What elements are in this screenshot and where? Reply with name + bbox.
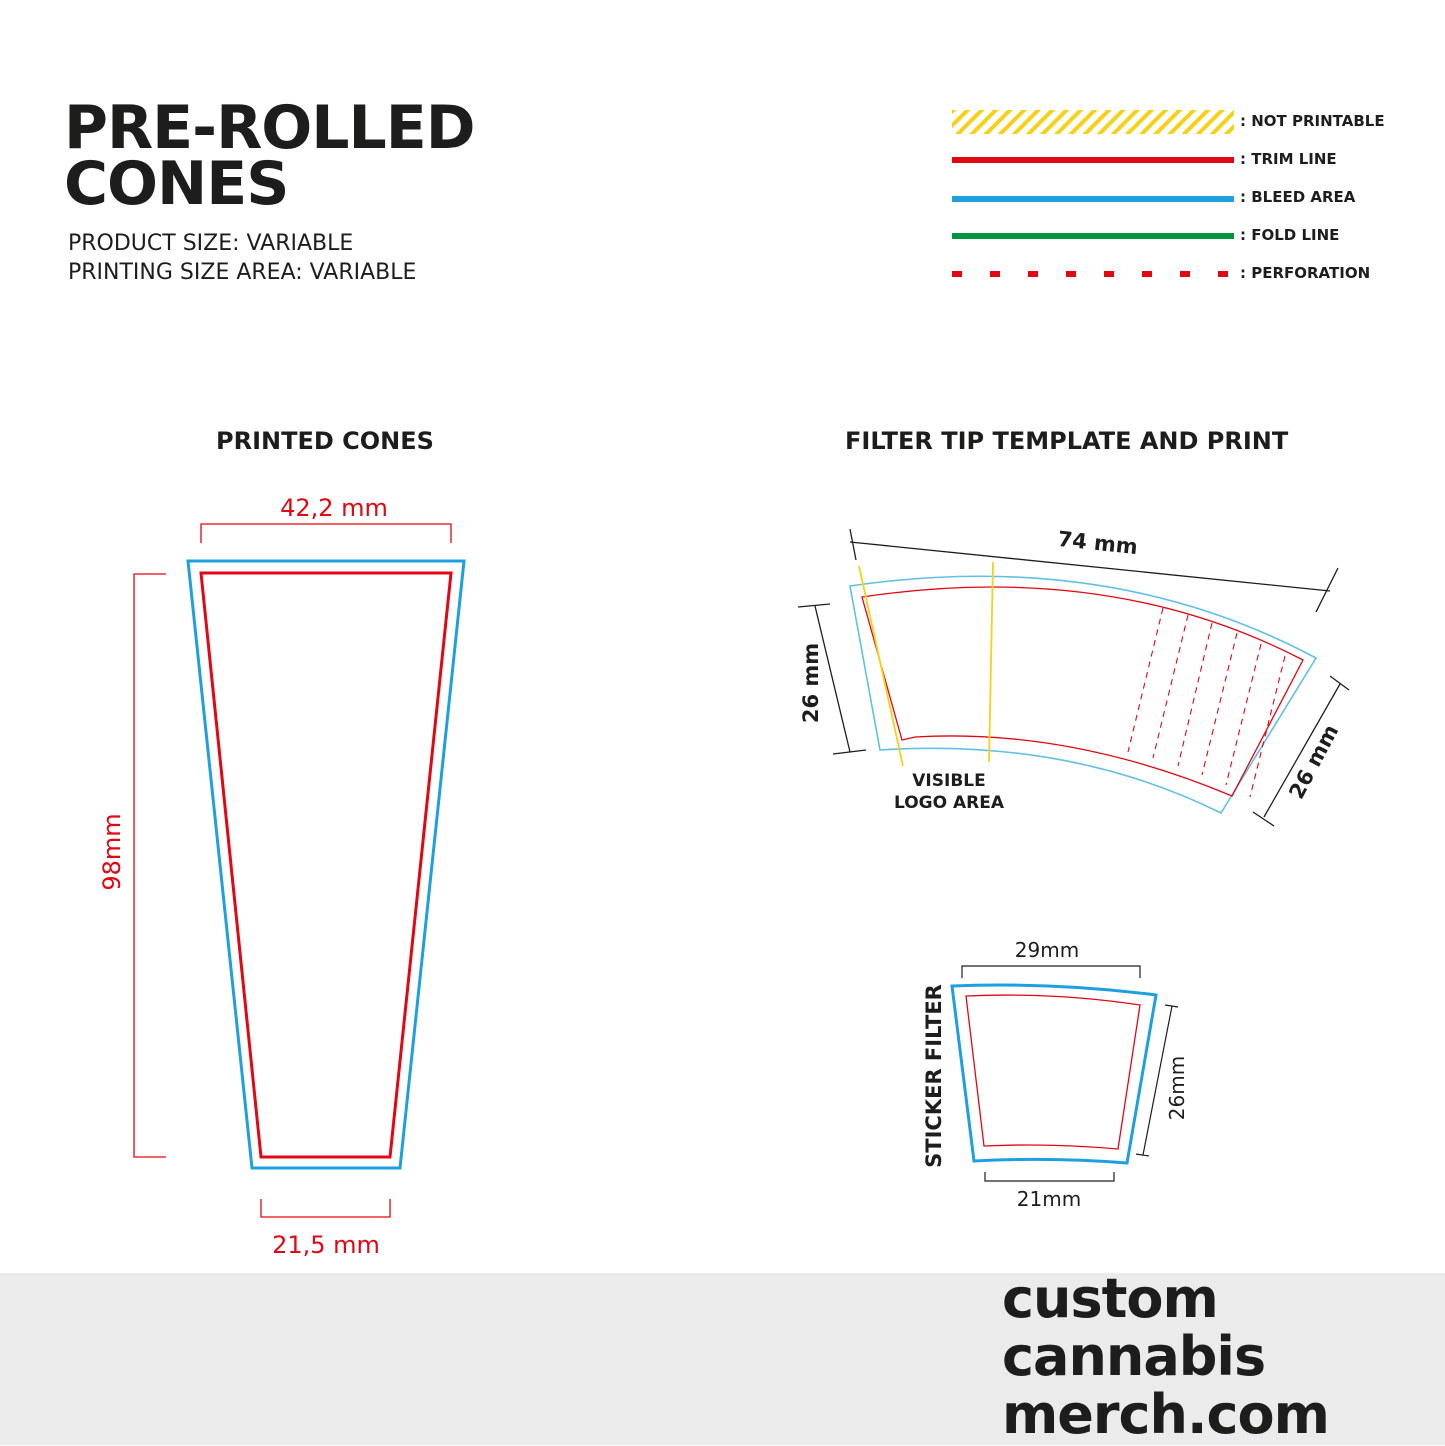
perforation-line [1128, 608, 1163, 752]
legend-label-bleed-area: : BLEED AREA [1240, 188, 1356, 206]
sticker-top-width-label: 29mm [1014, 938, 1080, 962]
legend-label-not-printable: : NOT PRINTABLE [1240, 112, 1385, 130]
cone-top-dimension-bracket [201, 524, 451, 543]
visible-logo-label-line-1: VISIBLE [912, 771, 986, 791]
cone-top-width-label: 42,2 mm [280, 494, 388, 522]
visible-logo-guide-left [859, 566, 903, 766]
cone-trim-outline [201, 573, 451, 1157]
sticker-filter [922, 938, 1189, 1211]
sticker-top-dimension-bracket [962, 966, 1140, 978]
perforation-line [1250, 656, 1285, 797]
visible-logo-guide-right [989, 562, 993, 762]
sticker-bottom-width-label: 21mm [1016, 1187, 1082, 1211]
dimension-tick [1330, 676, 1349, 690]
visible-logo-label-line-2: LOGO AREA [893, 793, 1005, 813]
sticker-trim-outline [966, 995, 1140, 1149]
legend-label-perforation: : PERFORATION [1240, 264, 1371, 282]
sticker-bottom-dimension-bracket [985, 1172, 1114, 1181]
perforation-line [1153, 615, 1188, 758]
dimension-tick [798, 604, 830, 607]
product-size-text: PRODUCT SIZE: VARIABLE [68, 231, 354, 256]
filter-tip-perforations [1128, 608, 1285, 797]
filter-right-height-dimension [1253, 676, 1349, 826]
perforation-line [1226, 644, 1261, 785]
filter-right-height-label: 26 mm [1284, 720, 1344, 803]
dimension-tick [850, 529, 856, 560]
title-line-2: CONES [64, 149, 289, 219]
legend-label-fold-line: : FOLD LINE [1240, 226, 1340, 244]
swatch-not-printable [952, 110, 1234, 134]
sticker-height-tick [1136, 1154, 1149, 1156]
legend-label-trim-line: : TRIM LINE [1240, 150, 1337, 168]
section-title-printed-cones: PRINTED CONES [216, 427, 434, 455]
perforation-line [1178, 623, 1212, 766]
filter-tip-template [798, 527, 1349, 826]
cone-height-dimension-bracket [134, 574, 166, 1157]
title-line-1: PRE-ROLLED [64, 93, 475, 163]
printing-size-text: PRINTING SIZE AREA: VARIABLE [68, 260, 417, 285]
dimension-tick [1253, 812, 1274, 826]
sticker-filter-label: STICKER FILTER [922, 984, 946, 1168]
brand-line-2: cannabis [1002, 1325, 1266, 1388]
cone-bottom-dimension-bracket [261, 1199, 390, 1217]
filter-length-label: 74 mm [1056, 526, 1139, 560]
brand-line-1: custom [1002, 1267, 1218, 1330]
cone-bottom-width-label: 21,5 mm [272, 1231, 380, 1259]
perforation-line [1202, 633, 1237, 775]
brand-line-3: merch.com [1002, 1383, 1329, 1446]
printed-cone [98, 494, 464, 1259]
sticker-height-label: 26mm [1165, 1055, 1189, 1121]
legend-swatches [952, 110, 1234, 274]
section-title-filter-tip: FILTER TIP TEMPLATE AND PRINT [845, 427, 1289, 455]
cone-height-label: 98mm [98, 813, 126, 891]
cone-bleed-outline [188, 561, 464, 1168]
filter-left-height-label: 26 mm [799, 642, 823, 724]
